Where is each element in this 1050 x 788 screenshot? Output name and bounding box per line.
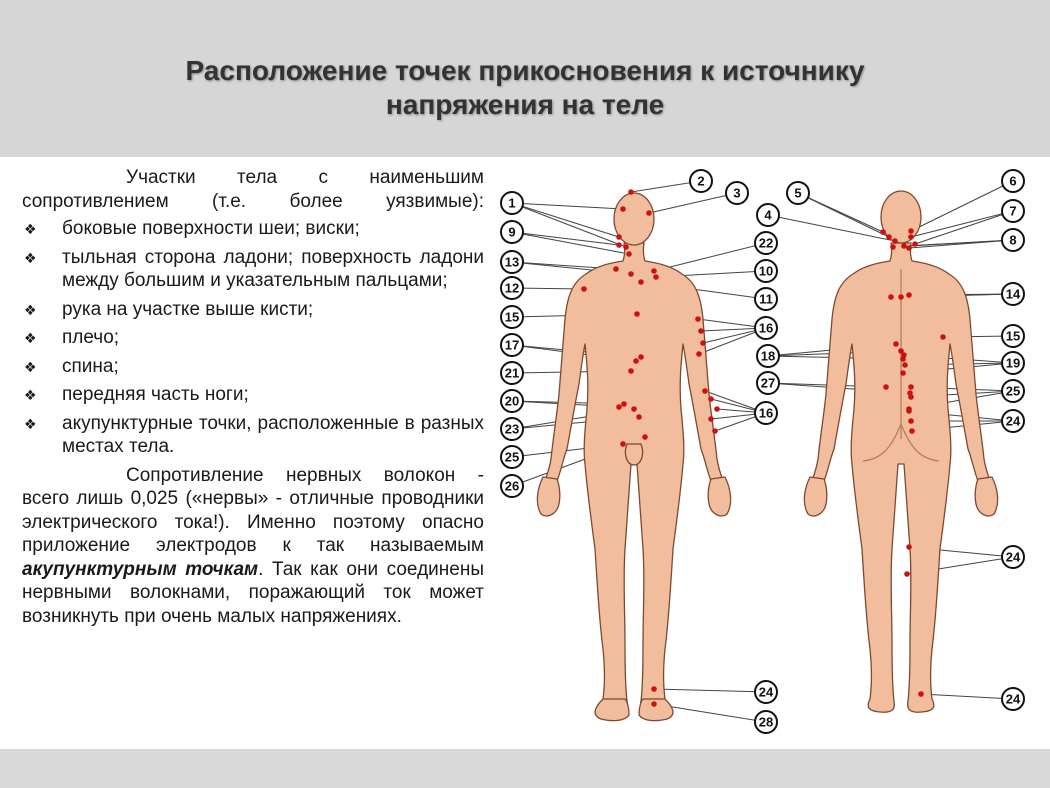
body-points-diagram	[491, 159, 1037, 744]
acupuncture-point	[621, 401, 627, 407]
title-line-2: напряжения на теле	[385, 89, 665, 120]
point-label: 19	[1005, 355, 1021, 371]
acupuncture-point	[906, 544, 912, 550]
acupuncture-point	[623, 244, 629, 250]
point-label: 13	[504, 254, 520, 270]
acupuncture-point	[646, 210, 652, 216]
acupuncture-point	[616, 234, 622, 240]
leader-line	[768, 215, 895, 241]
point-label: 20	[504, 393, 520, 409]
diamond-bullet-icon: ❖	[24, 221, 37, 237]
diamond-bullet-icon: ❖	[24, 415, 37, 432]
acupuncture-point	[904, 571, 910, 577]
bottom-bar	[0, 749, 1050, 788]
acupuncture-point	[631, 406, 637, 412]
acupuncture-point	[626, 251, 632, 257]
acupuncture-point	[620, 206, 626, 212]
point-label: 25	[504, 449, 520, 465]
back-right-hand	[975, 477, 997, 516]
acupuncture-point	[638, 279, 644, 285]
acupuncture-point	[908, 384, 914, 390]
list-item: ❖ плечо;	[22, 326, 484, 350]
acupuncture-point	[636, 414, 642, 420]
acupuncture-point	[901, 243, 907, 249]
acupuncture-point	[906, 292, 912, 298]
acupuncture-point	[628, 189, 634, 195]
resistance-paragraph: Сопротивление нервных волокон - всего лишь 0,025 («нервы» - отличные проводники электрического тока!). Именно поэтому опасно приложение электродов к так называемым акупунктурным точкам. Так как они соединены нервными волокнами, поражающий ток может возникнуть при очень малых напряжениях.	[22, 464, 484, 627]
list-item: ❖ боковые поверхности шеи; виски;	[22, 217, 484, 241]
acupuncture-point	[888, 294, 894, 300]
vulnerable-areas-list	[22, 217, 484, 459]
point-label: 11	[759, 291, 773, 307]
front-torso-and-limbs	[545, 243, 723, 712]
acupuncture-point	[628, 368, 634, 374]
acupuncture-point	[712, 428, 718, 434]
leader-line	[921, 694, 1013, 699]
acupuncture-point	[900, 370, 906, 376]
acupuncture-point	[633, 358, 639, 364]
diamond-bullet-icon: ❖	[24, 358, 37, 375]
front-left-foot	[595, 699, 629, 721]
acupuncture-point	[898, 294, 904, 300]
point-label: 9	[508, 224, 516, 240]
acupuncture-point	[616, 242, 622, 248]
diamond-bullet-icon: ❖	[24, 301, 37, 318]
acupuncture-point	[698, 328, 704, 334]
point-label: 24	[1005, 549, 1021, 565]
acupuncture-point	[880, 229, 886, 235]
point-label: 23	[504, 421, 520, 437]
body-diagram-svg	[491, 159, 1037, 744]
text-column	[22, 166, 484, 628]
acupuncture-point	[638, 354, 644, 360]
acupuncture-point	[642, 434, 648, 440]
acupuncture-point	[651, 686, 657, 692]
acupuncture-point	[908, 228, 914, 234]
acupuncture-point	[708, 416, 714, 422]
point-label: 12	[504, 280, 520, 296]
acupuncture-point	[912, 241, 918, 247]
point-label: 27	[760, 375, 776, 391]
back-figure	[804, 191, 997, 712]
point-label: 3	[733, 185, 741, 201]
acupuncture-point	[909, 428, 915, 434]
acupuncture-point	[581, 286, 587, 292]
acupuncture-point	[651, 701, 657, 707]
front-figure	[537, 193, 730, 721]
point-label: 22	[758, 235, 774, 251]
acupuncture-point	[886, 234, 892, 240]
leader-line	[654, 243, 766, 271]
point-label: 16	[758, 405, 774, 421]
acupuncture-point	[908, 418, 914, 424]
point-label: 28	[758, 714, 774, 730]
front-left-hand	[537, 477, 559, 516]
point-label: 10	[758, 263, 774, 279]
point-label: 24	[758, 684, 774, 700]
back-left-hand	[804, 477, 826, 516]
list-item: ❖ передняя часть ноги;	[22, 383, 484, 407]
point-label: 4	[764, 207, 772, 223]
acupuncture-point	[628, 271, 634, 277]
point-label: 15	[504, 309, 520, 325]
acupuncture-point	[890, 244, 896, 250]
acupuncture-point	[700, 340, 706, 346]
acupuncture-point	[918, 691, 924, 697]
point-label: 18	[760, 348, 776, 364]
point-label: 2	[697, 173, 705, 189]
diamond-bullet-icon: ❖	[24, 387, 37, 403]
acupuncture-point	[714, 406, 720, 412]
point-label: 8	[1009, 232, 1017, 248]
acupuncture-point	[653, 274, 659, 280]
list-item: ❖ рука на участке выше кисти;	[22, 298, 484, 322]
acupuncture-point	[908, 394, 914, 400]
point-label: 24	[1005, 691, 1021, 707]
point-label: 24	[1005, 413, 1021, 429]
list-item: ❖ тыльная сторона ладони; поверхность ладони между большим и указательным пальцами;	[24, 246, 484, 291]
acupuncture-point	[616, 404, 622, 410]
acupuncture-point	[908, 234, 914, 240]
acupuncture-point	[695, 316, 701, 322]
list-item: ❖ акупунктурные точки, расположенные в разных местах тела.	[24, 412, 484, 457]
acupuncture-point	[708, 396, 714, 402]
acupuncture-point	[906, 408, 912, 414]
slide-title	[0, 54, 1050, 122]
acupuncture-point	[902, 362, 908, 368]
point-label: 14	[1005, 286, 1021, 302]
diamond-bullet-icon: ❖	[24, 330, 37, 346]
acupuncture-point	[620, 441, 626, 447]
acupuncture-point	[702, 388, 708, 394]
front-right-hand	[708, 477, 730, 516]
point-label: 26	[504, 478, 520, 494]
acupuncture-point	[883, 384, 889, 390]
acupuncture-point	[696, 351, 702, 357]
acupuncture-point	[901, 352, 907, 358]
diamond-bullet-icon: ❖	[24, 249, 37, 266]
acupuncture-point	[634, 311, 640, 317]
point-label: 6	[1009, 173, 1017, 189]
acupuncture-emphasis: акупунктурным точкам	[22, 558, 259, 580]
acupuncture-point	[651, 268, 657, 274]
point-label: 21	[504, 365, 520, 381]
leader-line	[512, 203, 626, 247]
point-label: 1	[508, 195, 516, 211]
leader-line	[915, 211, 1013, 244]
list-item: ❖ спина;	[22, 355, 484, 379]
point-label: 16	[758, 320, 774, 336]
leader-line	[512, 232, 629, 254]
acupuncture-point	[892, 238, 898, 244]
acupuncture-point	[940, 334, 946, 340]
point-label: 7	[1009, 203, 1017, 219]
intro-text: Участки тела с наименьшим сопротивлением (т.е. более уязвимые):	[22, 167, 484, 212]
leader-line	[649, 193, 737, 213]
title-line-1: Расположение точек прикосновения к источнику	[185, 55, 865, 86]
acupuncture-point	[906, 245, 912, 251]
point-label: 17	[504, 337, 520, 353]
acupuncture-point	[893, 341, 899, 347]
front-genitals	[625, 444, 642, 465]
point-label: 5	[794, 185, 802, 201]
point-label: 25	[1005, 383, 1021, 399]
point-label: 15	[1005, 328, 1021, 344]
leader-line	[654, 689, 766, 692]
acupuncture-point	[613, 266, 619, 272]
